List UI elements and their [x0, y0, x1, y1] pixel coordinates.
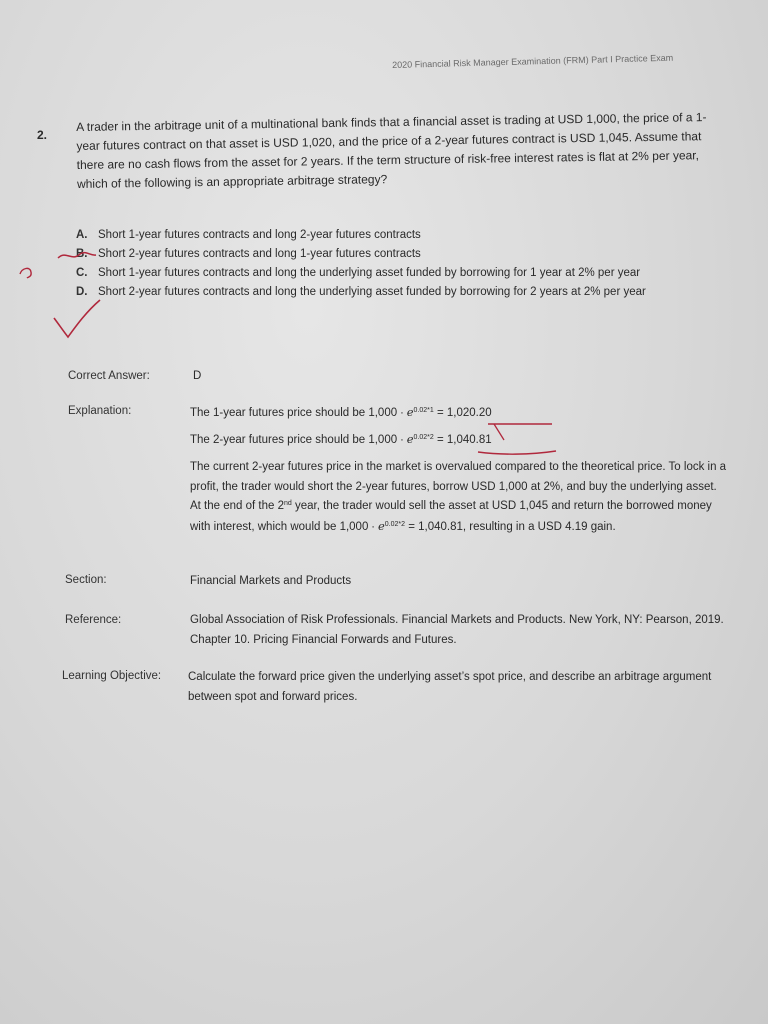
formula-result: = 1,020.20	[433, 407, 492, 419]
option-b	[76, 245, 726, 264]
learning-objective-label: Learning Objective:	[62, 670, 162, 682]
section-value: Financial Markets and Products	[190, 575, 352, 587]
underline-2	[478, 451, 556, 454]
page-header: 2020 Financial Risk Manager Examination (FRM) Part I Practice Exam	[392, 52, 674, 70]
paragraph-text: = 1,040.81, resulting in a USD 4.19 gain.	[405, 520, 616, 533]
formula-text: The 1-year futures price should be 1,000 ∙	[190, 407, 407, 419]
checkmark-d	[54, 300, 100, 337]
section-label: Section:	[65, 574, 107, 586]
correct-answer-label: Correct Answer:	[68, 370, 150, 382]
formula-result: = 1,040.81	[433, 434, 492, 446]
formula-text: The 2-year futures price should be 1,000 ∙	[190, 434, 407, 446]
option-c	[76, 264, 726, 283]
explanation-line-2	[190, 430, 730, 451]
paragraph-text: year, the trader would sell the asset at USD 1,045 and return the borrowed money with interest, which would be 1,000 ∙	[190, 500, 712, 533]
correct-answer-value: D	[193, 370, 202, 382]
formula-exponent: 0.02*2	[413, 434, 434, 441]
learning-objective-value: Calculate the forward price given the underlying asset’s spot price, and describe an arbitrage argument between spot and forward prices.	[188, 671, 712, 703]
option-text: Short 1-year futures contracts and long the underlying asset funded by borrowing for 1 year at 2% per year	[98, 267, 641, 279]
ordinal-suffix: nd	[284, 500, 292, 507]
option-text: Short 2-year futures contracts and long 1-year futures contracts	[98, 248, 421, 260]
explanation-line-1	[190, 403, 730, 424]
question-text: A trader in the arbitrage unit of a multinational bank finds that a financial asset is trading at USD 1,000, the price of a 1-year futures contract on that asset is USD 1,020, and the price of a 2-year futures contract is USD 1,045. Assume that there are no cash flows from the asset for 2 years. If the term structure of risk-free interest rates is flat at 2% per year, which of the following is an appropriate arbitrage strategy?	[76, 110, 707, 191]
formula-base: e	[406, 432, 414, 446]
explanation-label: Explanation:	[68, 405, 132, 417]
option-a	[76, 226, 726, 245]
formula-exponent: 0.02*2	[384, 520, 405, 528]
option-text: Short 1-year futures contracts and long 2-year futures contracts	[98, 229, 421, 241]
explanation-paragraph	[190, 458, 730, 537]
formula-base: e	[377, 518, 385, 533]
question-mark-c	[20, 268, 31, 278]
reference-label: Reference:	[65, 614, 122, 626]
paragraph-text: The current 2-year futures price in the market is overvalued compared to the theoretical price. To lock in a profit, the trader would short the 2-year futures, borrow USD 1,000 at 2%, and buy the underlying asset. At the end of the 2	[190, 461, 727, 512]
reference-value: Global Association of Risk Professionals. Financial Markets and Products. New York, NY: Pearson, 2019. Chapter 10. Pricing Financial Forwards and Futures.	[190, 614, 724, 646]
option-letter: B.	[76, 248, 88, 260]
question-number: 2.	[37, 128, 48, 142]
option-letter: C.	[76, 267, 88, 279]
formula-exponent: 0.02*1	[413, 407, 434, 414]
option-letter: D.	[76, 286, 88, 298]
answer-options	[76, 226, 726, 302]
formula-base: e	[406, 405, 414, 419]
option-text: Short 2-year futures contracts and long the underlying asset funded by borrowing for 2 years at 2% per year	[98, 286, 646, 298]
option-letter: A.	[76, 229, 88, 241]
option-d	[76, 283, 726, 302]
